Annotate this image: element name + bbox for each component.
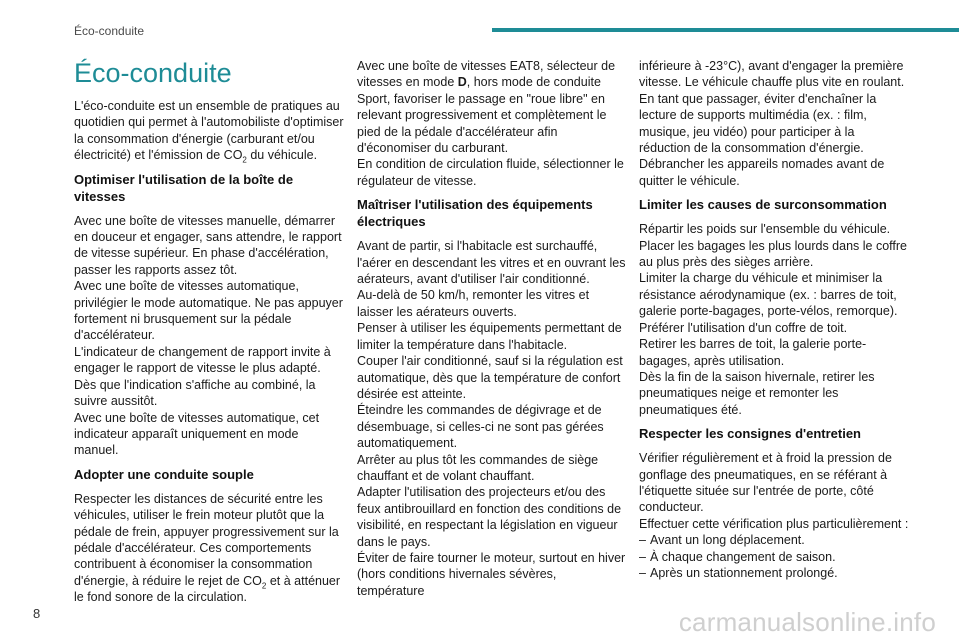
gearbox-paragraph-3: L'indicateur de changement de rapport invite à engager le rapport de vitesse le plus adapté. Dès que l'indication s'affiche au combiné, la suivre aussitôt. [74,344,331,409]
overconsumption-paragraph-3: Retirer les barres de toit, la galerie porte-bagages, après utilisation. [639,337,867,368]
heading-smooth-driving: Adopter une conduite souple [74,466,254,482]
intro-text-end: du véhicule. [246,148,318,163]
watermark: carmanualsonline.info [678,607,936,637]
electric-paragraph-4: Couper l'air conditionné, sauf si la régulation est automatique, dès que la température de confort désirée est atteinte. [357,354,623,401]
heading-overconsumption: Limiter les causes de surconsommation [639,197,887,213]
electric-paragraph-6: Arrêter au plus tôt les commandes de siège chauffant et de volant chauffant. [357,452,599,483]
gearbox-paragraph-2: Avec une boîte de vitesses automatique, privilégier le mode automatique. Ne pas appuyer fortement ni brusquement sur la pédale d'accélérateur. [74,279,343,343]
heading-electric-equipment: Maîtriser l'utilisation des équipements électriques [357,197,593,230]
overconsumption-paragraph-4: Dès la fin de la saison hivernale, retirer les pneumatiques neige et remonter les pneumatiques été. [639,369,875,417]
gearbox-paragraph-4: Avec une boîte de vitesses automatique, cet indicateur apparaît uniquement en mode manuel. [74,410,320,458]
electric-paragraph-8: Éviter de faire tourner le moteur, surtout en hiver (hors conditions hivernales sévères, température [357,550,626,598]
electric-paragraph-3: Penser à utiliser les équipements permettant de limiter la température dans l'habitacle. [357,321,622,352]
header-section-label: Éco-conduite [74,24,145,38]
intro-text: L'éco-conduite est un ensemble de pratiques au quotidien qui permet à l'automobiliste d'optimiser la consommation d'énergie (carburant et/ou électricité) et l'émission de CO [74,99,344,163]
electric-paragraph-5: Éteindre les commandes de dégivrage et de désembuage, si celles-ci ne sont pas gérées automatiquement. [357,403,604,451]
co2-subscript-2: 2 [261,581,267,591]
maintenance-paragraph-1: Vérifier régulièrement et à froid la pression de gonflage des pneumatiques, en se référant à l'étiquette située sur l'entrée de porte, côté conducteur. [639,451,892,515]
column-3 [639,58,909,581]
continued-paragraph-3: Débrancher les appareils nomades avant de quitter le véhicule. [639,157,885,188]
column-2 [357,58,627,599]
continued-paragraph-1: inférieure à -23°C), avant d'engager la première vitesse. Le véhicule chauffe plus vite en roulant. [639,59,905,90]
list-item: – Après un stationnement prolongé. [639,565,909,581]
cruise-paragraph: En condition de circulation fluide, sélectionner le régulateur de vitesse. [357,157,624,188]
eat8-text-end: , hors mode de conduite Sport, favoriser le passage en "roue libre" en relevant progressivement et complètement le pied de la pédale d'accélérateur afin d'économiser du carburant. [357,75,607,156]
eat8-mode-d: D [457,75,467,90]
co2-subscript: 2 [242,155,247,165]
electric-paragraph-1: Avant de partir, si l'habitacle est surchauffé, l'aérer en descendant les vitres et en ouvrant les aérateurs, avant d'utiliser l'air conditionné. [357,239,626,287]
heading-gearbox: Optimiser l'utilisation de la boîte de vitesses [74,171,294,204]
maintenance-paragraph-2: Effectuer cette vérification plus particulièrement : [639,516,909,531]
page-title: Éco-conduite [74,58,232,88]
overconsumption-paragraph-2: Limiter la charge du véhicule et minimiser la résistance aérodynamique (ex. : barres de toit, galerie porte-bagages, porte-vélos, remorque). Préférer l'utilisation d'un coffre de toit. [639,271,898,335]
column-1 [74,58,344,606]
electric-paragraph-2: Au-delà de 50 km/h, remonter les vitres et laisser les aérateurs ouverts. [357,288,590,319]
electric-paragraph-7: Adapter l'utilisation des projecteurs et/ou des feux antibrouillard en fonction des conditions de visibilité, en respectant la législation en vigueur dans le pays. [357,485,622,549]
list-item: – À chaque changement de saison. [639,549,909,565]
smooth-paragraph [74,491,344,606]
smooth-text-end: et à atténuer le fond sonore de la circulation. [74,573,341,605]
header-accent-bar [492,28,959,32]
maintenance-list [639,532,909,581]
overconsumption-paragraph-1: Répartir les poids sur l'ensemble du véhicule. Placer les bagages les plus lourds dans le coffre au plus près des sièges arrière. [639,222,907,270]
eat8-paragraph [357,58,627,156]
gearbox-paragraph-1: Avec une boîte de vitesses manuelle, démarrer en douceur et engager, sans attendre, le rapport de vitesse supérieur. En phase d'accélération, passer les rapports assez tôt. [74,213,342,277]
list-item: – Avant un long déplacement. [639,532,909,548]
heading-maintenance: Respecter les consignes d'entretien [639,426,862,442]
intro-paragraph [74,98,344,164]
smooth-text: Respecter les distances de sécurité entre les véhicules, utiliser le frein moteur plutôt que la pédale de frein, appuyer progressivement sur la pédale d'accélérateur. Ces comportements contribuent à économiser la consommation d'énergie, à réduire le rejet de CO [74,491,339,588]
continued-paragraph-2: En tant que passager, éviter d'enchaîner la lecture de supports multimédia (ex. : film, musique, jeu vidéo) pour participer à la réduction de la consommation d'énergie. [639,91,877,156]
page-number: 8 [33,606,41,621]
eat8-text: Avec une boîte de vitesses EAT8, sélecteur de vitesses en mode [357,59,616,90]
